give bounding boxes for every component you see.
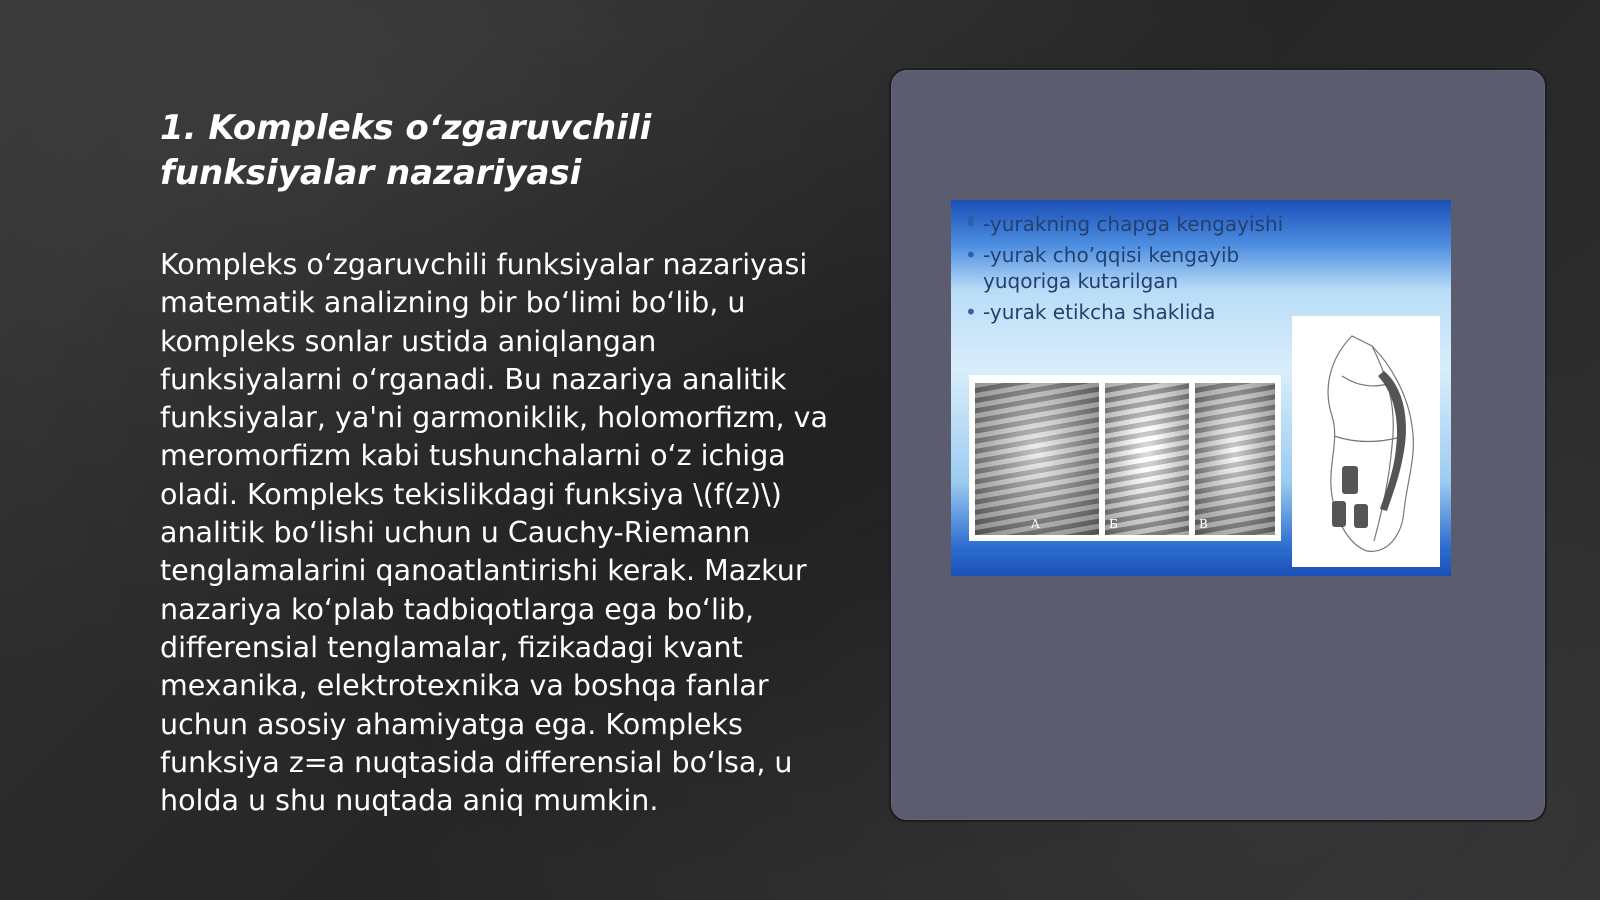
xray-label: A — [1031, 517, 1040, 531]
embedded-bullet-list — [965, 212, 1305, 330]
chest-xray-image — [1105, 383, 1189, 535]
embedded-bullet: • -yurak etikcha shaklida — [965, 299, 1305, 325]
embedded-bullet: • -yurak cho’qqisi kengayib yuqoriga kutarilgan — [965, 242, 1305, 294]
heart-diagram-drawing — [1292, 316, 1440, 567]
heart-diagram — [1292, 316, 1440, 567]
xray-label: Б — [1109, 517, 1118, 531]
chest-xray-image — [1195, 383, 1275, 535]
chest-xray-image — [975, 383, 1099, 535]
xray-label: В — [1199, 517, 1208, 531]
slide-body-text: Kompleks o‘zgaruvchili funksiyalar nazariyasi matematik analizning bir bo‘limi bo‘lib, u kompleks sonlar ustida aniqlangan funksiyalarni o‘rganadi. Bu nazariya analitik funksiyalar, ya'ni garmoniklik, holomorfizm, va meromorfizm kabi tushunchalarni o‘z ichiga oladi. Kompleks tekislikdagi funksiya \(f(z)\) analitik bo‘lishi uchun u Cauchy-Riemann tenglamalarini qanoatlantirishi kerak. Mazkur nazariya ko‘plab tadbiqotlarga ega bo‘lib, differensial tenglamalar, fizikadagi kvant mexanika, elektrotexnika va boshqa fanlar uchun asosiy ahamiyatga ega. Kompleks funksiya z=a nuqtasida differensial bo‘lsa, u holda u shu nuqtada aniq mumkin. — [160, 248, 828, 818]
slide-title: 1. Kompleks o‘zgaruvchili funksiyalar nazariyasi — [160, 108, 652, 193]
xray-panel — [969, 375, 1281, 541]
embedded-medical-image — [951, 200, 1451, 576]
embedded-bullet: • -yurakning chapga kengayishi — [965, 211, 1305, 237]
